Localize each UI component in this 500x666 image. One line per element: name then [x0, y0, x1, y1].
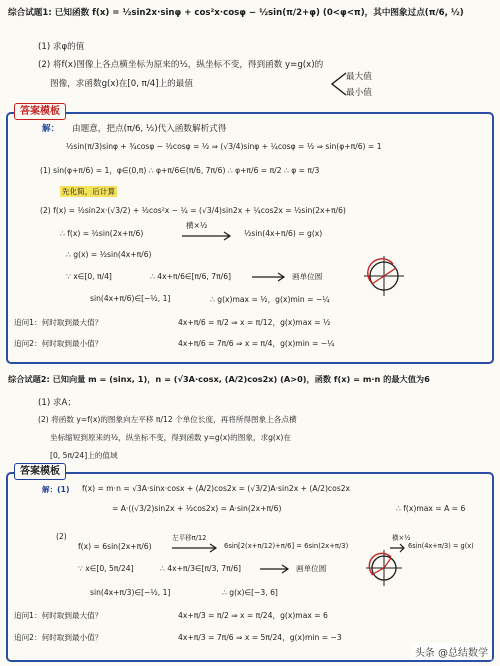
- simplify-first-highlight: 先化简，后计算: [62, 187, 116, 196]
- arrow-icon: [258, 564, 294, 574]
- follow-up-1b: 追问1：何时取到最大值？: [14, 611, 103, 620]
- sol1-intro: 由题意，把点(π/6, ½)代入函数解析式得: [72, 124, 227, 134]
- sol1-line2: (1) sin(φ+π/6) = 1，φ∈(0,π) ∴ φ+π/6∈(π/6, 7π/6) ∴ φ+π/6 = π/2 ∴ φ = π/3: [40, 166, 320, 175]
- arrow-icon: [250, 272, 290, 282]
- exercise2-q1: (1) 求A；: [38, 398, 76, 408]
- sol1-line4-left: ∴ f(x) = ½sin(2x+π/6): [60, 229, 144, 238]
- sol1-line7a: sin(4x+π/6)∈[−½, 1]: [90, 294, 171, 303]
- sol1-line7b: ∴ g(x)max = ½，g(x)min = −¼: [210, 295, 330, 304]
- sol2-line3-pre: (2): [56, 532, 67, 541]
- follow-up-1b-answer: 4x+π/3 = π/2 ⇒ x = π/24，g(x)max = 6: [178, 611, 328, 620]
- sol2-line2: = A·((√3/2)sin2x + ½cos2x) = A·sin(2x+π/6): [112, 504, 282, 513]
- follow-up-2-answer: 4x+π/6 = 7π/6 ⇒ x = π/4，g(x)min = −¼: [178, 339, 335, 348]
- exercise1-q2-line2: 图像，求函数g(x)在[0, π/4]上的最值: [50, 79, 193, 89]
- follow-up-1-answer: 4x+π/6 = π/2 ⇒ x = π/12，g(x)max = ½: [178, 318, 331, 327]
- sol1-line4-mid: 横×½: [186, 221, 208, 230]
- sol2-line2-tail: ∴ f(x)max = A = 6: [396, 504, 466, 513]
- exercise2-q2-line2: 坐标缩短到原来的½，纵坐标不变，得到函数 y=g(x)的图象，求g(x)在: [50, 433, 291, 442]
- min-note: 最小值: [346, 88, 372, 98]
- sol1-line3: (2) f(x) = ½sin2x·(√3/2) + ½cos²x − ¼ = (√3/4)sin2x + ¼cos2x = ½sin(2x+π/6): [40, 206, 346, 215]
- sol2-line5b: ∴ g(x)∈[−3, 6]: [222, 588, 278, 597]
- source-watermark: 头条 @总结数学: [411, 643, 492, 660]
- exercise2-q2-line1: (2) 将函数 y=f(x)的图象向左平移 π/12 个单位长度，再将所得图象上各点横: [38, 415, 297, 424]
- exercise1-title: 综合试题1: 已知函数 f(x) = ½sin2x·sinφ + cos²x·cosφ − ½sin(π/2+φ) (0<φ<π)，其中图象过点(π/6, ½): [8, 8, 464, 18]
- jie-label-2: 解：(1): [42, 485, 70, 494]
- sol2-line4c: 画单位圆: [296, 564, 327, 573]
- sol2-line3-arrow2-label: 横×½: [392, 534, 411, 542]
- arrow-icon: [180, 231, 236, 241]
- template-tag-2: 答案模板: [14, 463, 66, 480]
- sol1-line5: ∴ g(x) = ½sin(4x+π/6): [66, 250, 152, 259]
- note-bracket-icon: [328, 70, 348, 98]
- sol2-line1: f(x) = m·n = √3A·sinx·cosx + (A/2)cos2x = (√3/2)A·sin2x + (A/2)cos2x: [82, 484, 351, 493]
- follow-up-1: 追问1：何时取到最大值？: [14, 318, 103, 327]
- max-note: 最大值: [346, 72, 372, 82]
- unit-circle-icon: [362, 254, 406, 298]
- exercise1-q2-line1: (2) 将f(x)图像上各点横坐标为原来的½，纵坐标不变，得到函数 y=g(x)的: [38, 60, 324, 70]
- sol2-line4b: ∴ 4x+π/3∈[π/3, 7π/6]: [160, 564, 242, 573]
- template-tag-1: 答案模板: [14, 103, 66, 120]
- sol2-line3a: f(x) = 6sin(2x+π/6): [78, 542, 152, 551]
- sol1-line4-right: ½sin(4x+π/6) = g(x): [244, 229, 323, 238]
- sol1-line6b: ∴ 4x+π/6∈[π/6, 7π/6]: [150, 272, 232, 281]
- follow-up-2: 追问2：何时取到最小值？: [14, 339, 103, 348]
- sol2-line3-arrow1-label: 左平移π/12: [172, 534, 207, 542]
- exercise1-q1: (1) 求φ的值: [38, 42, 85, 52]
- sol2-line3b: 6sin[2(x+π/12)+π/6] = 6sin(2x+π/3): [224, 542, 349, 550]
- sol2-line5a: sin(4x+π/3)∈[−½, 1]: [90, 588, 171, 597]
- sol2-line3c: 6sin(4x+π/3) = g(x): [408, 542, 474, 550]
- exercise2-title: 综合试题2: 已知向量 m = (sinx, 1)，n = (√3A·cosx, (A/2)cos2x) (A>0)，函数 f(x) = m·n 的最大值为6: [8, 374, 430, 384]
- sol1-line1: ½sin(π/3)sinφ + ¾cosφ − ½cosφ = ½ ⇒ (√3/4)sinφ + ¼cosφ = ½ ⇒ sin(φ+π/6) = 1: [66, 142, 382, 151]
- follow-up-2b: 追问2：何时取到最小值？: [14, 633, 103, 642]
- arrow-icon: [170, 543, 222, 553]
- sol1-line6c: 画单位圆: [292, 272, 323, 281]
- unit-circle-icon: [364, 548, 404, 588]
- follow-up-2b-answer: 4x+π/3 = 7π/6 ⇒ x = 5π/24，g(x)min = −3: [178, 633, 342, 642]
- sol1-line6a: ∵ x∈[0, π/4]: [66, 272, 112, 281]
- sol2-line4a: ∵ x∈[0, 5π/24]: [78, 564, 134, 573]
- exercise2-q2-line3: [0, 5π/24]上的值域: [50, 451, 118, 460]
- jie-label-1: 解：: [42, 124, 60, 134]
